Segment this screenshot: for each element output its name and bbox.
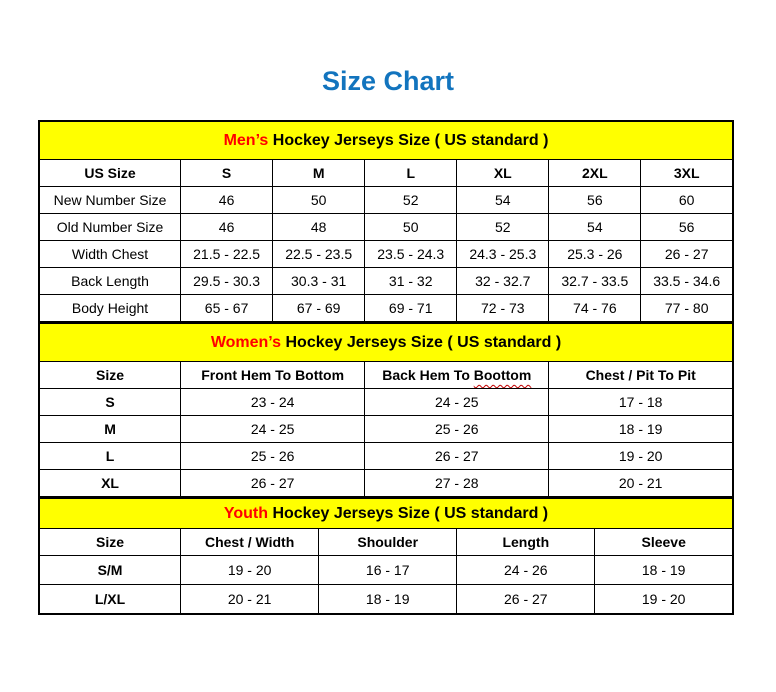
womens-value-cell: 18 - 19 [549, 416, 733, 443]
youth-table-body [39, 556, 733, 615]
table-row [39, 416, 733, 443]
mens-value-cell: 30.3 - 31 [273, 268, 365, 295]
mens-value-cell: 50 [273, 187, 365, 214]
youth-band-row [39, 498, 733, 529]
mens-column-header: M [273, 160, 365, 187]
youth-section-title-rest: Hockey Jerseys Size ( US standard ) [268, 504, 549, 522]
womens-band-row [39, 323, 733, 362]
mens-column-header: US Size [39, 160, 181, 187]
womens-value-cell: 27 - 28 [365, 470, 549, 498]
womens-value-cell: 23 - 24 [181, 389, 365, 416]
mens-value-cell: 48 [273, 214, 365, 241]
youth-column-header: Size [39, 529, 181, 556]
youth-row-label: L/XL [39, 585, 181, 615]
youth-value-cell: 16 - 17 [319, 556, 457, 585]
womens-value-cell: 26 - 27 [181, 470, 365, 498]
mens-value-cell: 54 [457, 187, 549, 214]
table-row [39, 268, 733, 295]
womens-value-cell: 24 - 25 [365, 389, 549, 416]
mens-value-cell: 56 [549, 187, 641, 214]
mens-row-label: Back Length [39, 268, 181, 295]
table-row [39, 187, 733, 214]
mens-row-label: Width Chest [39, 241, 181, 268]
page-title: Size Chart [321, 66, 455, 96]
mens-band-row [39, 121, 733, 160]
womens-value-cell: 25 - 26 [365, 416, 549, 443]
mens-value-cell: 31 - 32 [365, 268, 457, 295]
youth-size-table [38, 497, 734, 615]
womens-row-label: XL [39, 470, 181, 498]
mens-row-label: Body Height [39, 295, 181, 323]
womens-value-cell: 19 - 20 [549, 443, 733, 470]
youth-value-cell: 26 - 27 [457, 585, 595, 615]
youth-column-header: Shoulder [319, 529, 457, 556]
womens-row-label: M [39, 416, 181, 443]
mens-size-table [38, 120, 734, 323]
womens-section-title [39, 323, 733, 362]
mens-column-header: S [181, 160, 273, 187]
mens-column-header: 2XL [549, 160, 641, 187]
womens-table-body [39, 389, 733, 498]
youth-value-cell: 18 - 19 [319, 585, 457, 615]
mens-value-cell: 25.3 - 26 [549, 241, 641, 268]
youth-column-header: Sleeve [595, 529, 733, 556]
mens-value-cell: 50 [365, 214, 457, 241]
youth-row-label: S/M [39, 556, 181, 585]
womens-column-header: Chest / Pit To Pit [549, 362, 733, 389]
mens-value-cell: 22.5 - 23.5 [273, 241, 365, 268]
mens-value-cell: 74 - 76 [549, 295, 641, 323]
mens-section-title-rest: Hockey Jerseys Size ( US standard ) [268, 131, 549, 149]
mens-value-cell: 26 - 27 [641, 241, 733, 268]
table-row [39, 585, 733, 615]
mens-value-cell: 54 [549, 214, 641, 241]
mens-value-cell: 60 [641, 187, 733, 214]
womens-column-header: Size [39, 362, 181, 389]
mens-value-cell: 21.5 - 22.5 [181, 241, 273, 268]
womens-size-table [38, 322, 734, 498]
mens-column-header: XL [457, 160, 549, 187]
mens-column-header: 3XL [641, 160, 733, 187]
mens-section-title-highlight: Men’s [223, 131, 269, 149]
youth-value-cell: 24 - 26 [457, 556, 595, 585]
mens-value-cell: 69 - 71 [365, 295, 457, 323]
table-row [39, 470, 733, 498]
mens-value-cell: 67 - 69 [273, 295, 365, 323]
womens-section-title-highlight: Women’s [210, 333, 282, 351]
mens-value-cell: 65 - 67 [181, 295, 273, 323]
womens-column-header: Back Hem To Boottom [365, 362, 549, 389]
youth-value-cell: 18 - 19 [595, 556, 733, 585]
womens-value-cell: 26 - 27 [365, 443, 549, 470]
mens-value-cell: 32.7 - 33.5 [549, 268, 641, 295]
mens-value-cell: 33.5 - 34.6 [641, 268, 733, 295]
youth-value-cell: 19 - 20 [595, 585, 733, 615]
youth-section-title [39, 498, 733, 529]
misspelled-word: Boottom [473, 367, 532, 383]
mens-section-title [39, 121, 733, 160]
womens-column-header: Front Hem To Bottom [181, 362, 365, 389]
youth-header-row [39, 529, 733, 556]
youth-value-cell: 19 - 20 [181, 556, 319, 585]
youth-value-cell: 20 - 21 [181, 585, 319, 615]
youth-column-header: Length [457, 529, 595, 556]
mens-value-cell: 46 [181, 214, 273, 241]
womens-value-cell: 17 - 18 [549, 389, 733, 416]
mens-value-cell: 46 [181, 187, 273, 214]
table-row [39, 241, 733, 268]
table-row [39, 214, 733, 241]
mens-table-body [39, 187, 733, 323]
mens-value-cell: 23.5 - 24.3 [365, 241, 457, 268]
table-row [39, 295, 733, 323]
womens-value-cell: 25 - 26 [181, 443, 365, 470]
table-row [39, 443, 733, 470]
table-row [39, 389, 733, 416]
mens-value-cell: 29.5 - 30.3 [181, 268, 273, 295]
womens-header-row [39, 362, 733, 389]
womens-row-label: L [39, 443, 181, 470]
mens-value-cell: 52 [365, 187, 457, 214]
mens-row-label: Old Number Size [39, 214, 181, 241]
womens-value-cell: 20 - 21 [549, 470, 733, 498]
mens-row-label: New Number Size [39, 187, 181, 214]
mens-value-cell: 52 [457, 214, 549, 241]
womens-row-label: S [39, 389, 181, 416]
mens-value-cell: 24.3 - 25.3 [457, 241, 549, 268]
mens-value-cell: 77 - 80 [641, 295, 733, 323]
youth-section-title-highlight: Youth [223, 504, 268, 522]
mens-value-cell: 56 [641, 214, 733, 241]
size-chart-tables [38, 120, 734, 615]
youth-column-header: Chest / Width [181, 529, 319, 556]
table-row [39, 556, 733, 585]
mens-value-cell: 72 - 73 [457, 295, 549, 323]
womens-value-cell: 24 - 25 [181, 416, 365, 443]
mens-header-row [39, 160, 733, 187]
womens-section-title-rest: Hockey Jerseys Size ( US standard ) [281, 333, 562, 351]
mens-value-cell: 32 - 32.7 [457, 268, 549, 295]
mens-column-header: L [365, 160, 457, 187]
